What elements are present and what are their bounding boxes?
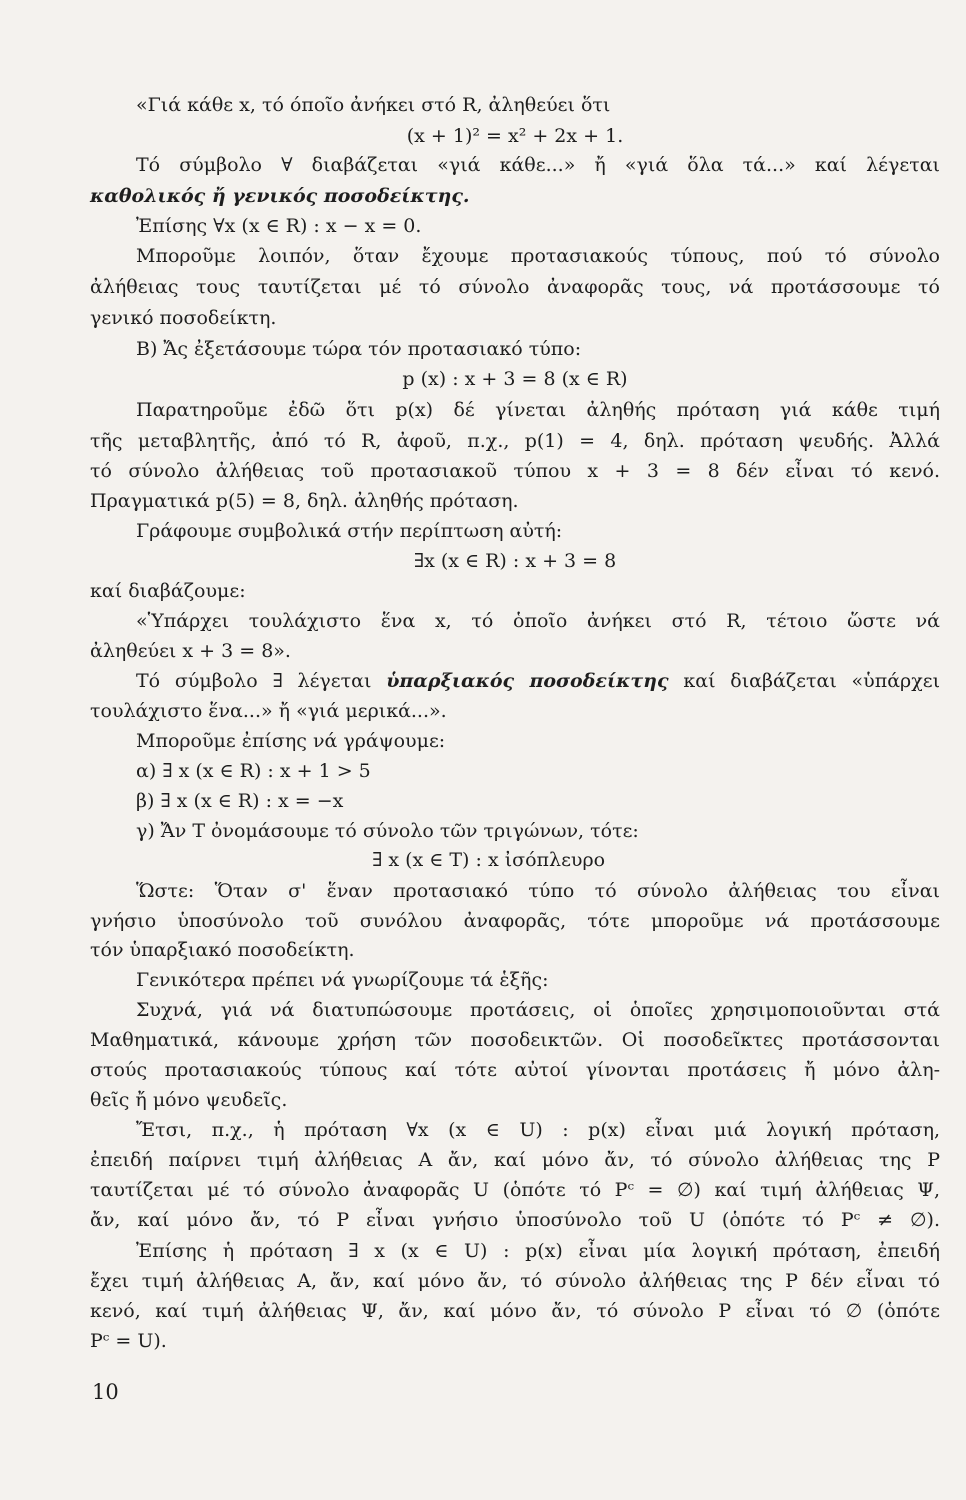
- equation-line: ∃ x (x ∈ T) : x ἰσόπλευρο: [372, 849, 606, 871]
- text-line: «Ὑπάρχει τουλάχιστο ἕνα x, τό ὁποῖο ἀνήκει στό R, τέτοιο ὥστε νά: [136, 610, 940, 632]
- text-line: Ἐπίσης ∀x (x ∈ R) : x − x = 0.: [136, 215, 422, 237]
- text-line: τουλάχιστο ἕνα...» ἤ «γιά μερικά...».: [90, 700, 447, 722]
- term-universal-quantifier: καθολικός ἤ γενικός ποσοδείκτης.: [90, 185, 470, 207]
- text-line: Συχνά, γιά νά διατυπώσουμε προτάσεις, οἱ ὁποῖες χρησιμοποιοῦνται στά: [136, 999, 940, 1021]
- text-line: Γράφουμε συμβολικά στήν περίπτωση αὐτή:: [136, 520, 563, 542]
- text-line: Πραγματικά p(5) = 8, δηλ. ἀληθής πρόταση.: [90, 490, 519, 512]
- text-line: γενικό ποσοδείκτη.: [90, 307, 277, 329]
- text-line: τόν ὑπαρξιακό ποσοδείκτη.: [90, 939, 355, 961]
- text-line: Β) Ἄς ἐξετάσουμε τώρα τόν προτασιακό τύπο:: [136, 338, 582, 360]
- text-line: Μαθηματικά, κάνουμε χρήση τῶν ποσοδεικτῶν. Οἱ ποσοδεῖκτες προτάσσονται: [90, 1029, 940, 1051]
- text-line: θεῖς ἤ μόνο ψευδεῖς.: [90, 1089, 288, 1111]
- equation-line: p (x) : x + 3 = 8 (x ∈ R): [402, 368, 628, 390]
- text-line: ἄν, καί μόνο ἄν, τό P εἶναι γνήσιο ὑποσύνολο τοῦ U (ὁπότε τό Pᶜ ≠ ∅).: [90, 1209, 940, 1231]
- text-line: [90, 183, 940, 209]
- text-line: ἀληθεύει x + 3 = 8».: [90, 640, 291, 662]
- text-line: Παρατηροῦμε ἐδῶ ὅτι p(x) δέ γίνεται ἀληθής πρόταση γιά κάθε τιμή: [136, 399, 940, 421]
- text-line: Ἐπίσης ἡ πρόταση ∃ x (x ∈ U) : p(x) εἶναι μία λογική πρόταση, ἐπειδή: [136, 1240, 940, 1262]
- text-line: ἔχει τιμή ἀλήθειας Α, ἄν, καί μόνο ἄν, τό σύνολο ἀλήθειας της P δέν εἶναι τό: [90, 1270, 940, 1292]
- text-line: Pᶜ = U).: [90, 1330, 167, 1352]
- text-span: καί διαβάζεται «ὑπάρχει: [683, 670, 941, 692]
- text-line: στούς προτασιακούς τύπους καί τότε αὐτοί γίνονται προτάσεις ἤ μόνο ἀλη-: [90, 1059, 940, 1081]
- text-line: τό σύνολο ἀλήθειας τοῦ προτασιακοῦ τύπου x + 3 = 8 δέν εἶναι τό κενό.: [90, 460, 940, 482]
- text-line: ταυτίζεται μέ τό σύνολο ἀναφορᾶς U (ὁπότε τό Pᶜ = ∅) καί τιμή ἀλήθειας Ψ,: [90, 1179, 940, 1201]
- text-line: ἐπειδή παίρνει τιμή ἀλήθειας Α ἄν, καί μόνο ἄν, τό σύνολο ἀλήθειας της P: [90, 1149, 940, 1171]
- text-line: Τό σύμβολο ∀ διαβάζεται «γιά κάθε...» ἤ «γιά ὅλα τά...» καί λέγεται: [136, 154, 940, 176]
- text-line: Ἔτσι, π.χ., ἡ πρόταση ∀x (x ∈ U) : p(x) εἶναι μιά λογική πρόταση,: [136, 1119, 940, 1141]
- term-existential-quantifier: ὑπαρξιακός ποσοδείκτης: [386, 670, 669, 692]
- text-line: ἀλήθειας τους ταυτίζεται μέ τό σύνολο ἀναφορᾶς τους, νά προτάσσουμε τό: [90, 276, 940, 298]
- text-line: Μποροῦμε ἐπίσης νά γράψουμε:: [136, 730, 446, 752]
- example-line: γ) Ἄν T ὀνομάσουμε τό σύνολο τῶν τριγώνων, τότε:: [136, 820, 639, 842]
- text-line: Γενικότερα πρέπει νά γνωρίζουμε τά ἑξῆς:: [136, 969, 549, 991]
- text-line: Μποροῦμε λοιπόν, ὅταν ἔχουμε προτασιακούς τύπους, πού τό σύνολο: [136, 245, 940, 267]
- text-line: γνήσιο ὑποσύνολο τοῦ συνόλου ἀναφορᾶς, τότε μποροῦμε νά προτάσσουμε: [90, 910, 940, 932]
- equation-line: (x + 1)² = x² + 2x + 1.: [406, 125, 624, 147]
- text-span: Τό σύμβολο ∃ λέγεται: [136, 670, 372, 692]
- equation-line: ∃x (x ∈ R) : x + 3 = 8: [413, 550, 617, 572]
- example-line: β) ∃ x (x ∈ R) : x = −x: [136, 790, 344, 812]
- page-number: 10: [92, 1380, 119, 1404]
- text-line: καί διαβάζουμε:: [90, 580, 246, 602]
- text-line: κενό, καί τιμή ἀλήθειας Ψ, ἄν, καί μόνο ἄν, τό σύνολο P εἶναι τό ∅ (ὁπότε: [90, 1300, 940, 1322]
- text-line: «Γιά κάθε x, τό όποῖο ἀνήκει στό R, ἀληθεύει ὅτι: [136, 94, 611, 116]
- example-line: α) ∃ x (x ∈ R) : x + 1 > 5: [136, 760, 371, 782]
- text-line: τῆς μεταβλητῆς, ἀπό τό R, ἀφοῦ, π.χ., p(1) = 4, δηλ. πρόταση ψευδής. Ἀλλά: [90, 430, 940, 452]
- text-line: Ὥστε: Ὅταν σ' ἕναν προτασιακό τύπο τό σύνολο ἀλήθειας του εἶναι: [136, 880, 940, 902]
- text-line: [136, 668, 940, 694]
